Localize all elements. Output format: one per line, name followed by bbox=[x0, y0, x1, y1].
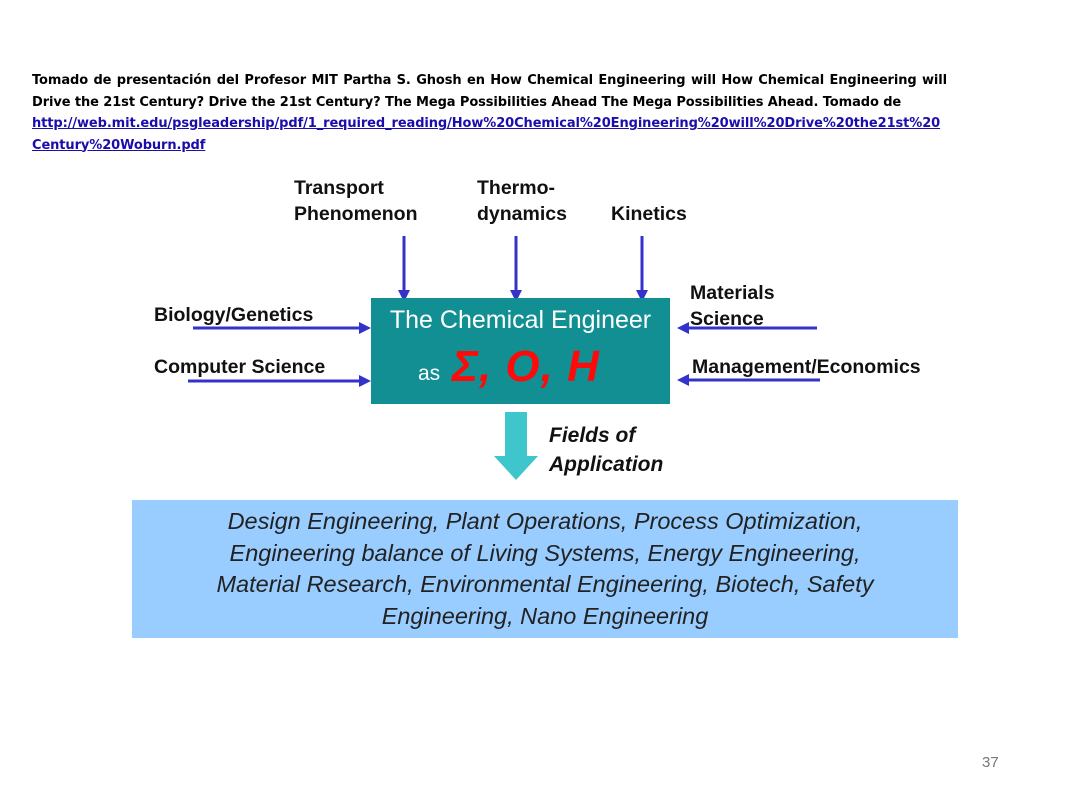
center-prefix: as bbox=[418, 362, 441, 385]
arrowhead-computer bbox=[359, 375, 371, 387]
input-kinetics: Kinetics bbox=[611, 203, 687, 225]
input-computer-science: Computer Science bbox=[154, 356, 326, 378]
down-arrow-icon bbox=[494, 412, 538, 480]
input-thermodynamics: Thermo- dynamics bbox=[477, 177, 567, 225]
application-line: Material Research, Environmental Engineering, Biotech, Safety bbox=[216, 571, 874, 597]
application-line: Design Engineering, Plant Operations, Process Optimization, bbox=[227, 508, 863, 534]
input-biology-genetics: Biology/Genetics bbox=[154, 304, 314, 326]
application-line: Engineering, Nano Engineering bbox=[381, 602, 709, 629]
arrowhead-management bbox=[677, 374, 689, 386]
arrowhead-biology bbox=[359, 322, 371, 334]
input-management-economics: Management/Economics bbox=[692, 356, 921, 378]
source-link[interactable]: http://web.mit.edu/psgleadership/pdf/1_required_reading/How%20Chemical%20Engineering%20will%20Drive%20the21st%20Century%20Woburn.pdf bbox=[32, 116, 941, 153]
center-symbols: Σ, O, H bbox=[452, 342, 600, 391]
center-title: The Chemical Engineer bbox=[389, 306, 652, 334]
caption-text: Tomado de presentación del Profesor MIT Partha S. Ghosh en How Chemical Engineering will How Chemical Engineering will Drive the 21st Century? Drive the 21st Century? The Mega Possibilities Ahead The Mega Possibilities Ahead. Tomado de bbox=[32, 73, 947, 110]
input-materials-science: Materials Science bbox=[690, 282, 775, 330]
applications-text bbox=[132, 506, 958, 632]
applications-box bbox=[132, 500, 958, 638]
input-transport-phenomenon: Transport Phenomenon bbox=[294, 177, 418, 225]
arrowhead-materials bbox=[677, 322, 689, 334]
fields-of-application-label: Fields of Application bbox=[549, 424, 664, 476]
application-line: Engineering balance of Living Systems, Energy Engineering, bbox=[229, 539, 861, 566]
page-number: 37 bbox=[982, 754, 999, 771]
chemical-engineer-box bbox=[371, 298, 670, 404]
